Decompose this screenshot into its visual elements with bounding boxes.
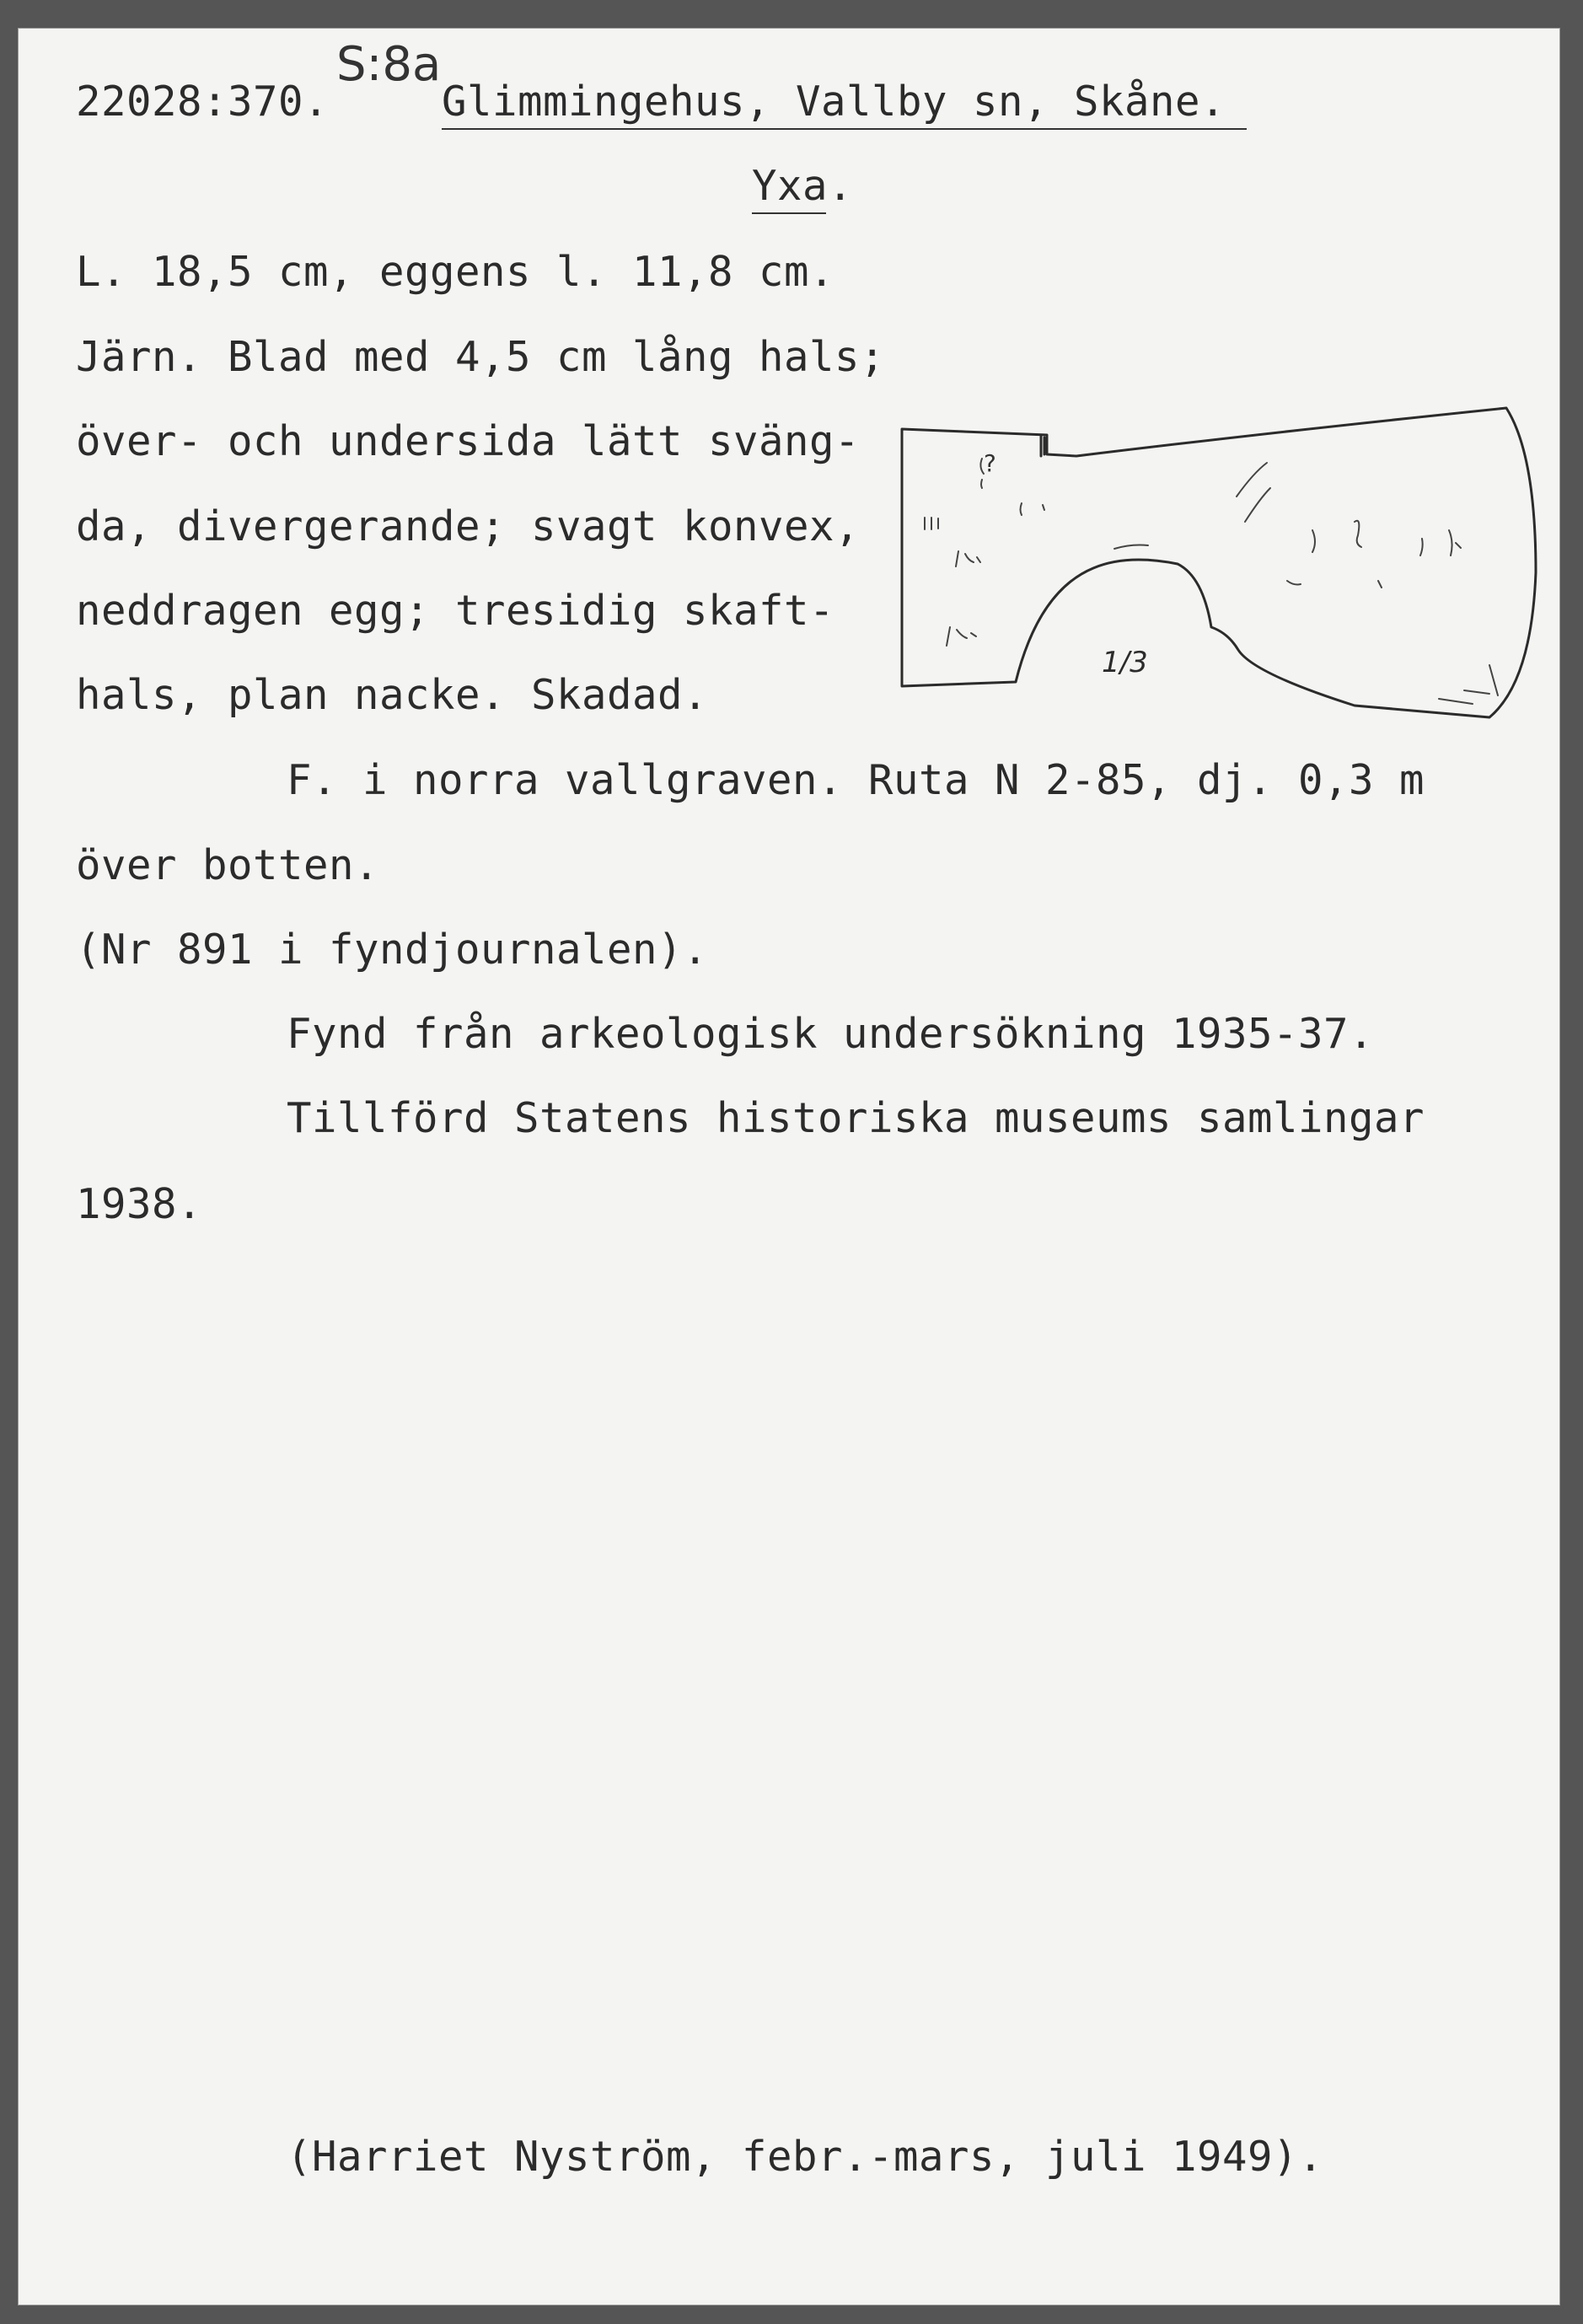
drawing-question-mark: ? [984,449,996,477]
body-line-2: Järn. Blad med 4,5 cm lång hals; [76,333,886,381]
body-line-3: över- och undersida lätt sväng- [76,417,861,465]
locality-heading: Glimmingehus, Vallby sn, Skåne. [442,78,1226,126]
catalog-number: 22028:370. [76,78,330,126]
body-line-5: neddragen egg; tresidig skaft- [76,587,835,635]
body-line-10: Fynd från arkeologisk undersökning 1935-37. [287,1010,1375,1058]
catalog-card [19,29,1559,2305]
body-line-1: L. 18,5 cm, eggens l. 11,8 cm. [76,248,835,296]
locality-underline [442,128,1247,130]
body-line-7: F. i norra vallgraven. Ruta N 2-85, dj. 0,3 m [287,756,1425,804]
signature-line: (Harriet Nyström, febr.-mars, juli 1949). [287,2133,1324,2181]
body-line-4: da, divergerande; svagt konvex, [76,502,861,550]
body-line-6: hals, plan nacke. Skadad. [76,671,709,719]
body-line-12: 1938. [76,1180,203,1228]
handwritten-shelf-mark: S:8a [336,37,442,92]
body-line-9: (Nr 891 i fyndjournalen). [76,926,709,974]
body-line-11: Tillförd Statens historiska museums samlingar [287,1094,1425,1142]
body-line-8: över botten. [76,841,380,889]
axe-drawing [899,404,1544,733]
object-type-heading: Yxa. [752,162,854,210]
drawing-scale: 1/3 [1102,646,1148,679]
object-type-underline [752,212,826,214]
